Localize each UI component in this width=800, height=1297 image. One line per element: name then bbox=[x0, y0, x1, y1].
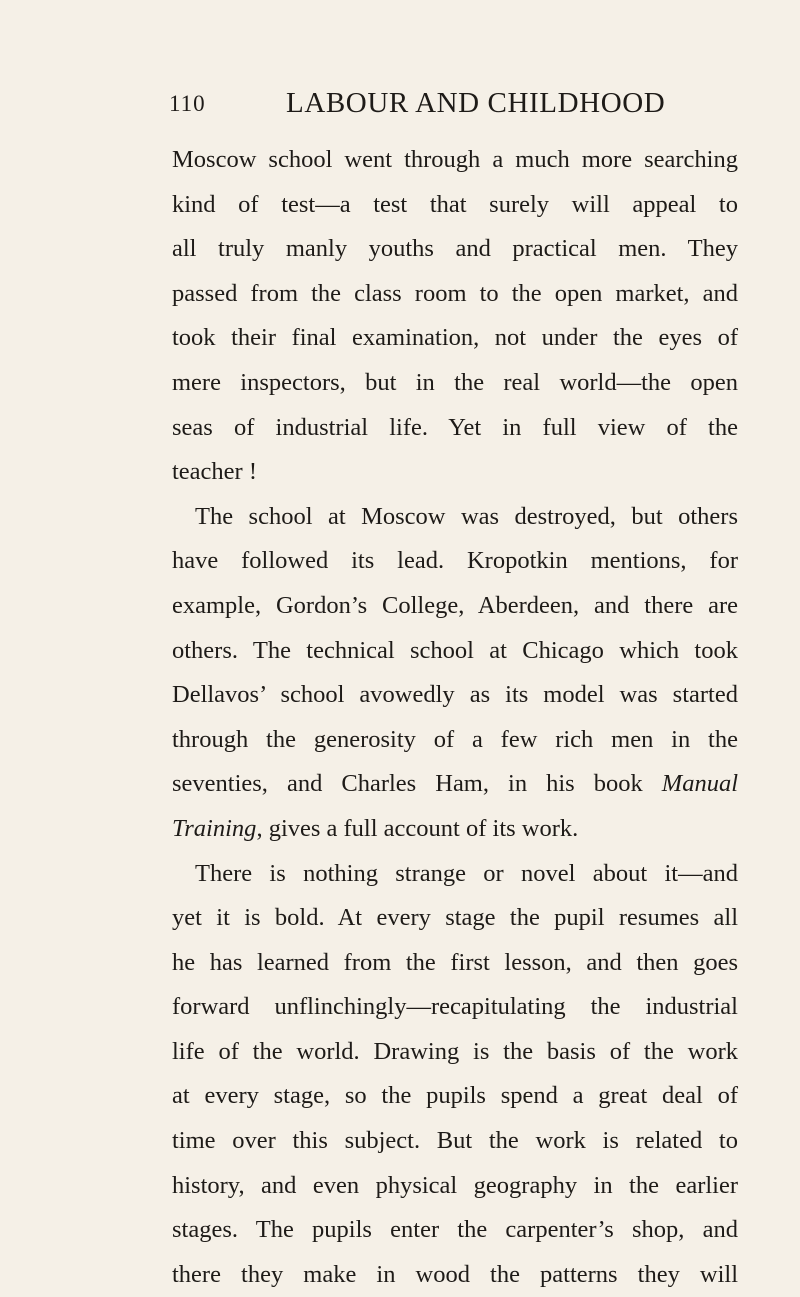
text-line: kind of test—a test that surely will appeal to bbox=[172, 190, 738, 218]
text-line: forward unflinchingly—recapitulating the industrial bbox=[172, 993, 738, 1021]
text-line: others. The technical school at Chicago which took bbox=[172, 636, 738, 664]
body-text bbox=[172, 138, 738, 1297]
text-line: through the generosity of a few rich men in the bbox=[172, 725, 738, 753]
text-line: teacher ! bbox=[172, 458, 257, 486]
book-title: Manual bbox=[661, 770, 739, 798]
text-line: passed from the class room to the open market, and bbox=[172, 279, 738, 307]
text-line: there they make in wood the patterns they will bbox=[172, 1260, 738, 1288]
text-line: time over this subject. But the work is related to bbox=[172, 1127, 738, 1155]
text-line bbox=[172, 762, 738, 807]
paragraph-start-line: The school at Moscow was destroyed, but others bbox=[195, 502, 738, 530]
paragraph-start-line: There is nothing strange or novel about it—and bbox=[195, 859, 738, 887]
running-title: LABOUR AND CHILDHOOD bbox=[286, 87, 666, 119]
text-line: at every stage, so the pupils spend a great deal of bbox=[172, 1082, 738, 1110]
text-line: stages. The pupils enter the carpenter’s shop, and bbox=[172, 1216, 738, 1244]
page-number: 110 bbox=[169, 91, 206, 116]
text-line: took their final examination, not under the eyes of bbox=[172, 324, 738, 352]
comma: , bbox=[256, 814, 263, 842]
book-title: Training bbox=[172, 814, 257, 842]
line-text: seventies, and Charles Ham, in his book bbox=[172, 770, 643, 798]
text-line: example, Gordon’s College, Aberdeen, and there are bbox=[172, 591, 738, 619]
running-head bbox=[169, 87, 739, 127]
text-line bbox=[172, 807, 738, 852]
text-line: Moscow school went through a much more searching bbox=[172, 146, 738, 173]
text-line: history, and even physical geography in the earlier bbox=[172, 1171, 738, 1199]
text-line: he has learned from the first lesson, and then goes bbox=[172, 948, 738, 976]
text-line: yet it is bold. At every stage the pupil resumes all bbox=[172, 904, 738, 932]
text-line: all truly manly youths and practical men. They bbox=[172, 235, 738, 263]
text-line: mere inspectors, but in the real world—the open bbox=[172, 368, 738, 396]
text-line: have followed its lead. Kropotkin mentions, for bbox=[172, 547, 738, 575]
text-line: life of the world. Drawing is the basis of the work bbox=[172, 1037, 738, 1065]
line-text: gives a full account of its work. bbox=[268, 814, 579, 842]
text-line: seas of industrial life. Yet in full view of the bbox=[172, 413, 738, 441]
text-line: Dellavos’ school avowedly as its model was started bbox=[172, 681, 738, 709]
